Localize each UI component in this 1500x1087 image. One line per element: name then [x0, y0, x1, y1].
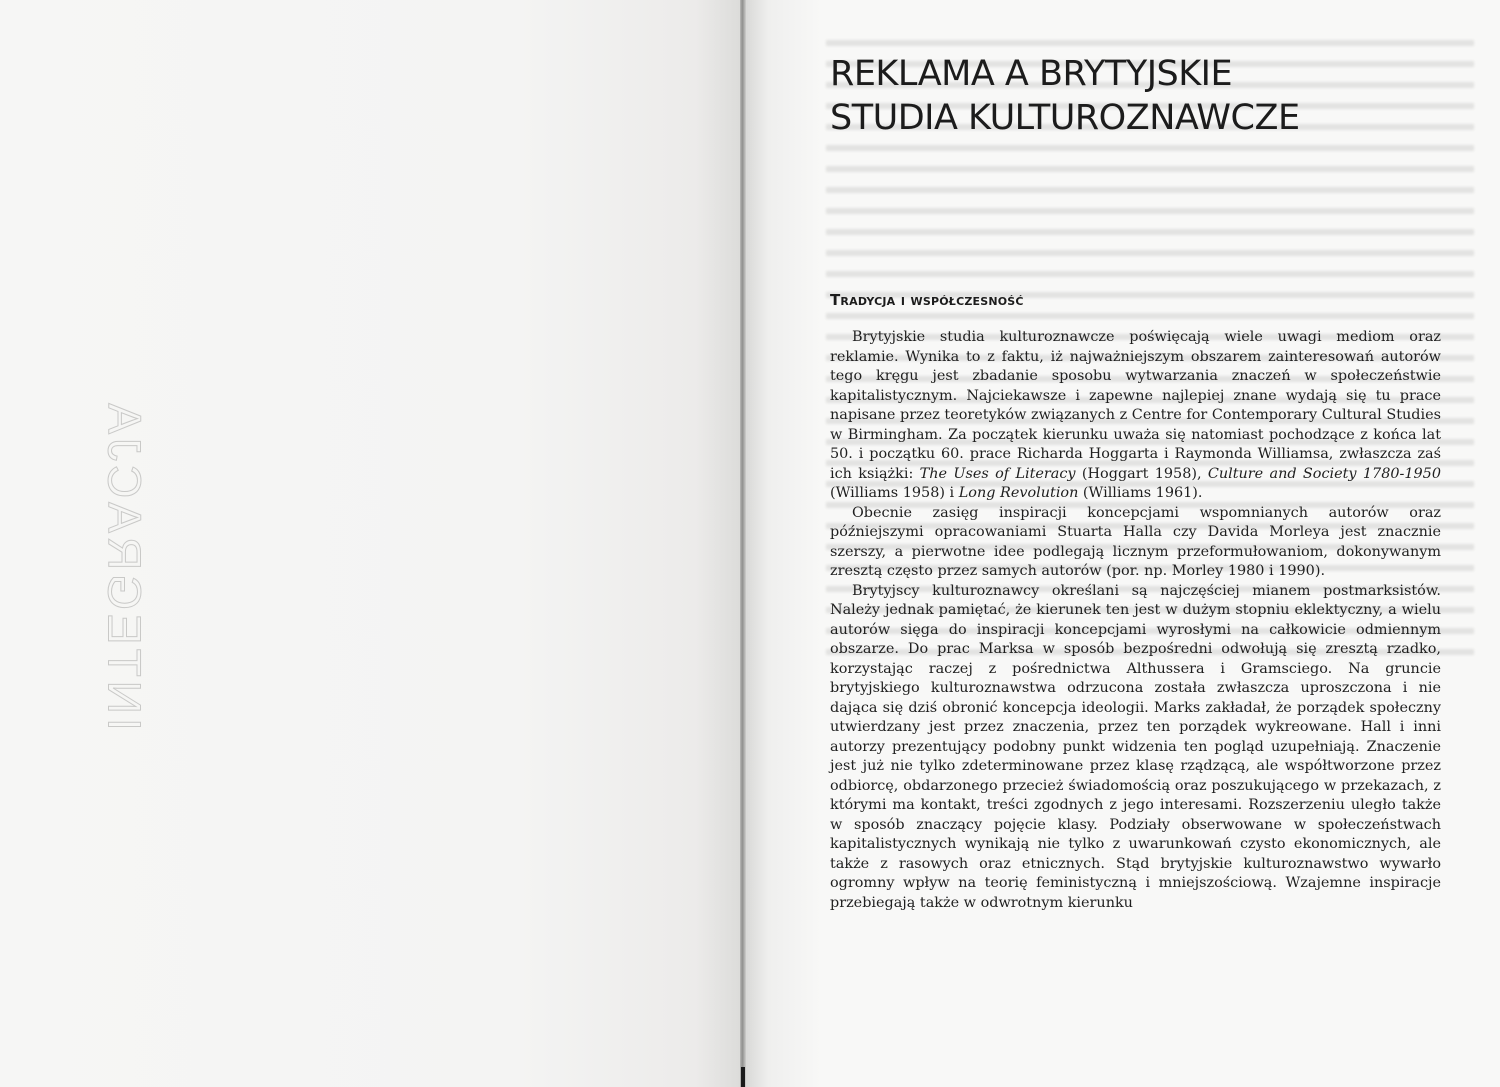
paragraph-1-text-e: (Williams 1958) i [830, 485, 959, 501]
paragraph-1-text-a: Brytyjskie studia kulturoznawcze poświęcają wiele uwagi mediom oraz reklamie. Wynika to z faktu, iż najważniejszym obszarem zainteresowań autorów tego kręgu jest zbadanie sposobu wytwarzania znaczeń w społeczeństwie kapitalistycznym. Najciekawsze i zapewne najlepiej znane wydają się tu prace napisane przez teoretyków związanych z Centre for Contemporary Cultural Studies w Birmingham. Za początek kierunku uważa się natomiast pochodzące z końca lat 50. i początku 60. prace Richarda Hoggarta i Raymonda Williamsa, zwłaszcza zaś ich książki: [830, 329, 1441, 482]
book-title-uses-of-literacy: The Uses of Literacy [919, 465, 1076, 482]
right-page [746, 0, 1500, 1087]
stamp-text: INTEGRACJA [99, 399, 151, 731]
chapter-title-line-1: REKLAMA A BRYTYJSKIE [830, 54, 1233, 94]
paragraph-1-text-g: (Williams 1961). [1078, 485, 1203, 501]
paragraph-1 [830, 328, 1441, 504]
paragraph-3: Brytyjscy kulturoznawcy określani są najczęściej mianem postmarksistów. Należy jednak pamiętać, że kierunek ten jest w dużym stopniu eklektyczny, a wielu autorów sięga do inspiracji koncepcjami wyrosłymi na całkowicie odmiennym obszarze. Do prac Marksa w sposób bezpośredni odwołują się zresztą rzadko, korzystając raczej z pośrednictwa Althussera i Gramsciego. Na gruncie brytyjskiego kulturoznawstwa odrzucona została zwłaszcza uproszczona i nie dająca się dziś obronić koncepcja ideologii. Marks zakładał, że porządek społeczny utwierdzany jest przez znaczenia, przez ten porządek wykreowane. Hall i inni autorzy prezentujący podobny punkt widzenia ten pogląd uzupełniają. Znaczenie jest już nie tylko zdeterminowane przez klasę rządzącą, ale współtworzone przez odbiorcę, obdarzonego przecież świadomością oraz poszukującego w przekazach, z którymi ma kontakt, treści zgodnych z jego interesami. Rozszerzeniu uległo także w sposób znaczący pojęcie klasy. Podziały obserwowane w społeczeństwach kapitalistycznych wynikają nie tylko z uwarunkowań czysto ekonomicznych, ale także z rasowych oraz etnicznych. Stąd brytyjskie kulturoznawstwo wywarło ogromny wpływ na teorię feministyczną i mniejszościową. Wzajemne inspiracje przebiegają także w odwrotnym kierunku [830, 582, 1441, 911]
left-page [0, 0, 740, 1087]
gutter-mark [741, 1067, 745, 1087]
chapter-title [830, 52, 1430, 140]
book-title-long-revolution: Long Revolution [958, 485, 1079, 501]
body-text [830, 328, 1441, 913]
chapter-title-line-2: STUDIA KULTUROZNAWCZE [830, 98, 1300, 138]
section-heading: Tradycja i współczesność [830, 291, 1024, 309]
library-stamp [95, 399, 155, 731]
book-title-culture-and-society: Culture and Society 1780-1950 [1207, 465, 1441, 482]
paragraph-2: Obecnie zasięg inspiracji koncepcjami wspomnianych autorów oraz późniejszymi opracowaniami Stuarta Halla czy Davida Morleya jest znacznie szerszy, a pierwotne idee podlegają licznym przeformułowaniom, dokonywanym zresztą często przez samych autorów (por. np. Morley 1980 i 1990). [830, 504, 1441, 579]
paragraph-1-text-c: (Hoggart 1958), [1075, 465, 1208, 482]
